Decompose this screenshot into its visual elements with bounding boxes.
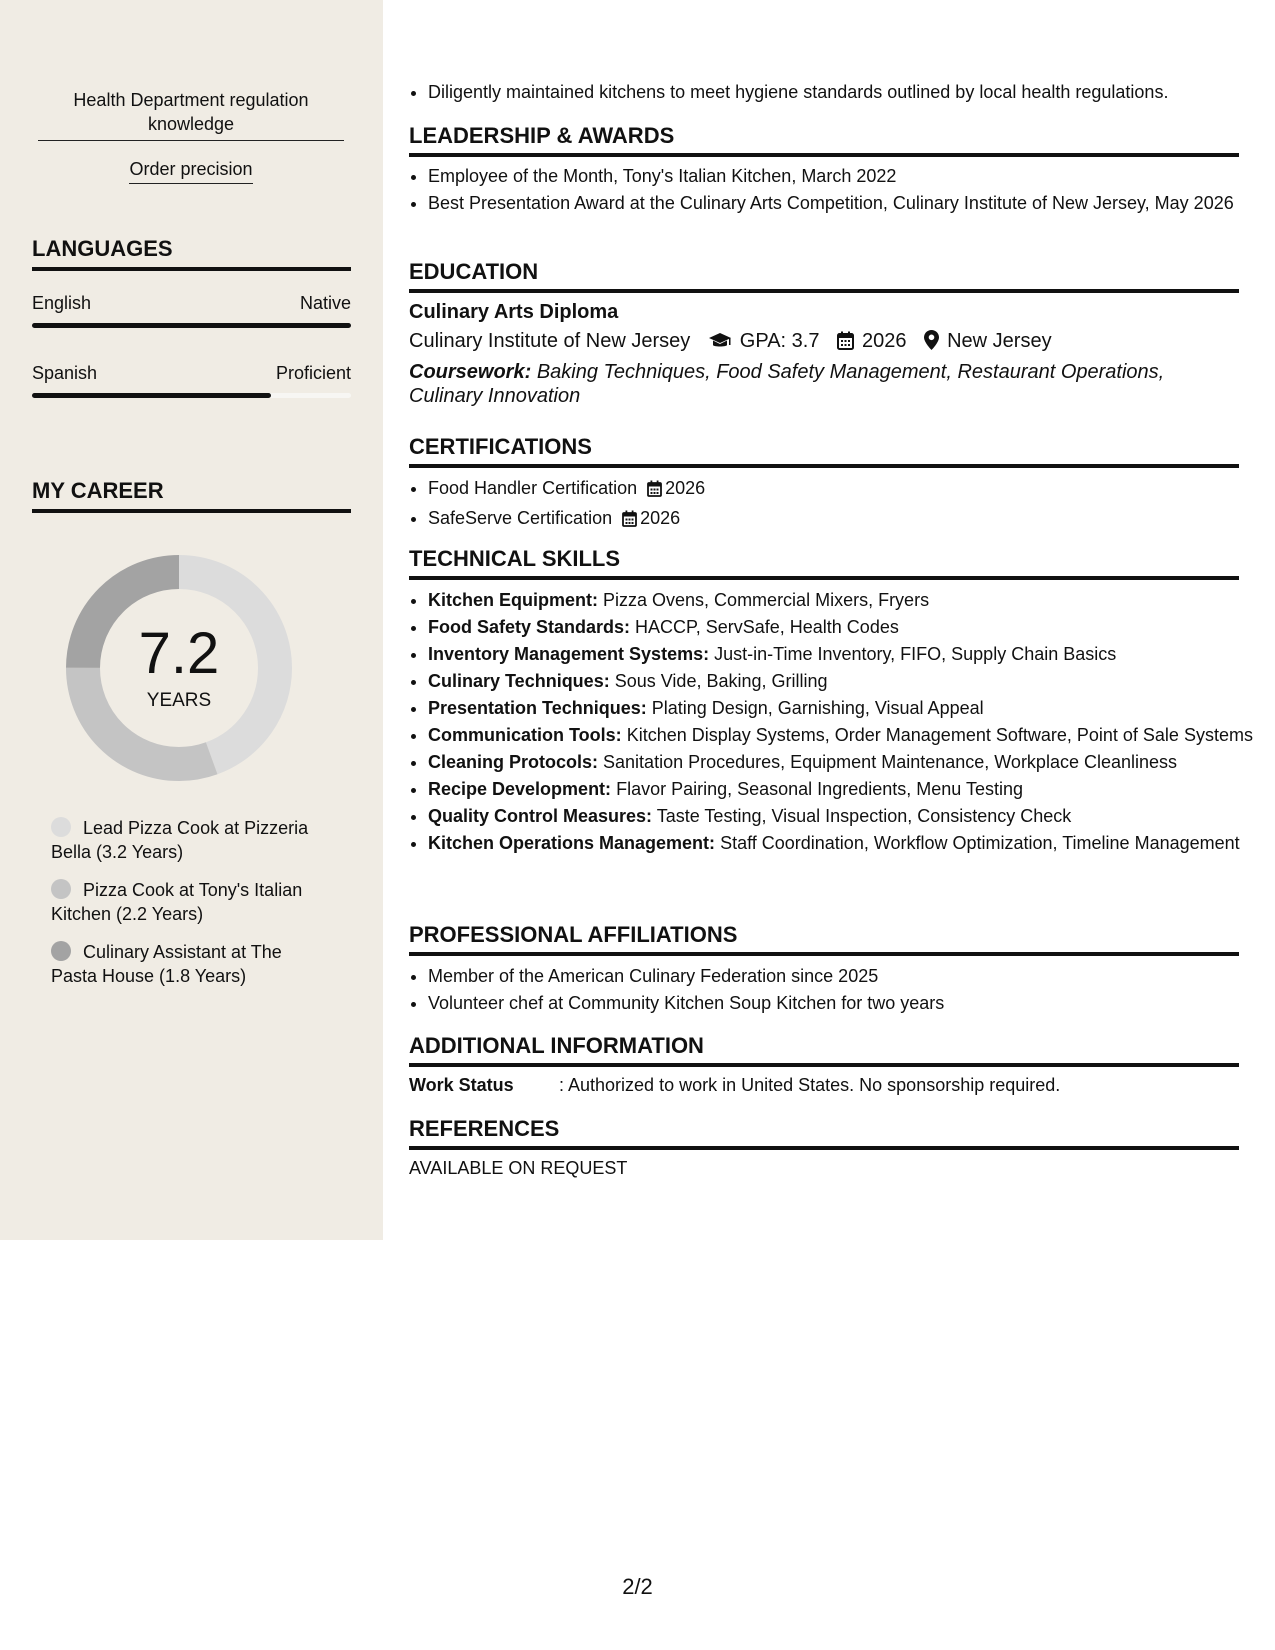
calendar-icon [622, 509, 637, 533]
career-heading: MY CAREER [32, 478, 351, 513]
career-legend-item: Lead Pizza Cook at Pizzeria Bella (3.2 Years) [51, 818, 309, 862]
language-level: Native [299, 293, 351, 313]
work-status-row [409, 1075, 1060, 1096]
language-name: English [32, 293, 92, 313]
language-proficiency-fill [32, 393, 271, 398]
leadership-list [409, 164, 1258, 218]
education-heading: EDUCATION [409, 259, 1239, 293]
list-item: • Employee of the Month, Tony's Italian Kitchen, March 2022 [428, 164, 1258, 188]
calendar-icon [647, 479, 662, 503]
calendar-icon [837, 331, 854, 356]
coursework-text: Baking Techniques, Food Safety Management, Restaurant Operations, Culinary Innovation [409, 361, 1165, 407]
list-item: • Communication Tools: Kitchen Display Systems, Order Management Software, Point of Sale Systems [428, 723, 1258, 747]
coursework-label: Coursework: [409, 361, 532, 383]
language-level: Proficient [275, 363, 351, 383]
technical-skills-heading: TECHNICAL SKILLS [409, 546, 1239, 580]
education-meta [409, 330, 1052, 356]
work-status-label: Work Status [409, 1075, 514, 1095]
affiliations-list [409, 964, 1258, 1018]
language-proficiency-bar [32, 323, 351, 328]
education-location: New Jersey [947, 330, 1052, 352]
education-school: Culinary Institute of New Jersey [409, 330, 691, 352]
list-item: • Recipe Development: Flavor Pairing, Seasonal Ingredients, Menu Testing [428, 777, 1258, 801]
career-total-unit: YEARS [146, 690, 212, 711]
list-item: • Diligently maintained kitchens to meet hygiene standards outlined by local health regulations. [428, 80, 1258, 104]
list-item: • Food Handler Certification 2026 [428, 476, 1258, 503]
sidebar [0, 0, 383, 1240]
list-item: • Kitchen Equipment: Pizza Ovens, Commercial Mixers, Fryers [428, 588, 1258, 612]
certifications-heading: CERTIFICATIONS [409, 434, 1239, 468]
list-item: • Quality Control Measures: Taste Testing, Visual Inspection, Consistency Check [428, 804, 1258, 828]
education-coursework [409, 360, 1239, 408]
leadership-heading: LEADERSHIP & AWARDS [409, 123, 1239, 157]
list-item: • Presentation Techniques: Plating Design, Garnishing, Visual Appeal [428, 696, 1258, 720]
list-item: • Best Presentation Award at the Culinary Arts Competition, Culinary Institute of New Jersey, May 2026 [428, 191, 1258, 215]
certifications-list [409, 476, 1258, 536]
affiliations-heading: PROFESSIONAL AFFILIATIONS [409, 922, 1239, 956]
skill-item: Health Department regulation knowledge [38, 88, 344, 141]
career-total-value: 7.2 [138, 621, 220, 686]
languages-heading: LANGUAGES [32, 236, 351, 271]
list-item: • Food Safety Standards: HACCP, ServSafe, Health Codes [428, 615, 1258, 639]
references-text: AVAILABLE ON REQUEST [409, 1158, 628, 1178]
location-pin-icon [924, 330, 939, 356]
legend-dot-icon [51, 941, 71, 961]
additional-info-heading: ADDITIONAL INFORMATION [409, 1033, 1239, 1067]
legend-dot-icon [51, 879, 71, 899]
education-gpa: GPA: 3.7 [739, 330, 820, 352]
list-item: • Volunteer chef at Community Kitchen Soup Kitchen for two years [428, 991, 1258, 1015]
page-number: 2/2 [622, 1574, 653, 1599]
references-heading: REFERENCES [409, 1116, 1239, 1150]
work-status-value: : Authorized to work in United States. No sponsorship required. [559, 1075, 1061, 1095]
technical-skills-list [409, 588, 1258, 858]
legend-dot-icon [51, 817, 71, 837]
language-proficiency-bar [32, 393, 351, 398]
language-name: Spanish [32, 363, 98, 383]
list-item: • Cleaning Protocols: Sanitation Procedures, Equipment Maintenance, Workplace Cleanliness [428, 750, 1258, 774]
career-legend-item: Culinary Assistant at The Pasta House (1.8 Years) [51, 942, 282, 986]
career-legend-item: Pizza Cook at Tony's Italian Kitchen (2.2 Years) [51, 880, 303, 924]
list-item: • SafeServe Certification 2026 [428, 506, 1258, 533]
list-item: • Member of the American Culinary Federation since 2025 [428, 964, 1258, 988]
graduation-cap-icon [708, 332, 732, 356]
list-item: • Inventory Management Systems: Just-in-Time Inventory, FIFO, Supply Chain Basics [428, 642, 1258, 666]
education-year: 2026 [862, 330, 907, 352]
list-item: • Kitchen Operations Management: Staff Coordination, Workflow Optimization, Timeline Management [428, 831, 1258, 855]
list-item: • Culinary Techniques: Sous Vide, Baking, Grilling [428, 669, 1258, 693]
experience-bullets [409, 80, 1258, 107]
education-degree: Culinary Arts Diploma [409, 301, 619, 323]
language-proficiency-fill [32, 323, 351, 328]
skill-item: Order precision [38, 157, 344, 184]
